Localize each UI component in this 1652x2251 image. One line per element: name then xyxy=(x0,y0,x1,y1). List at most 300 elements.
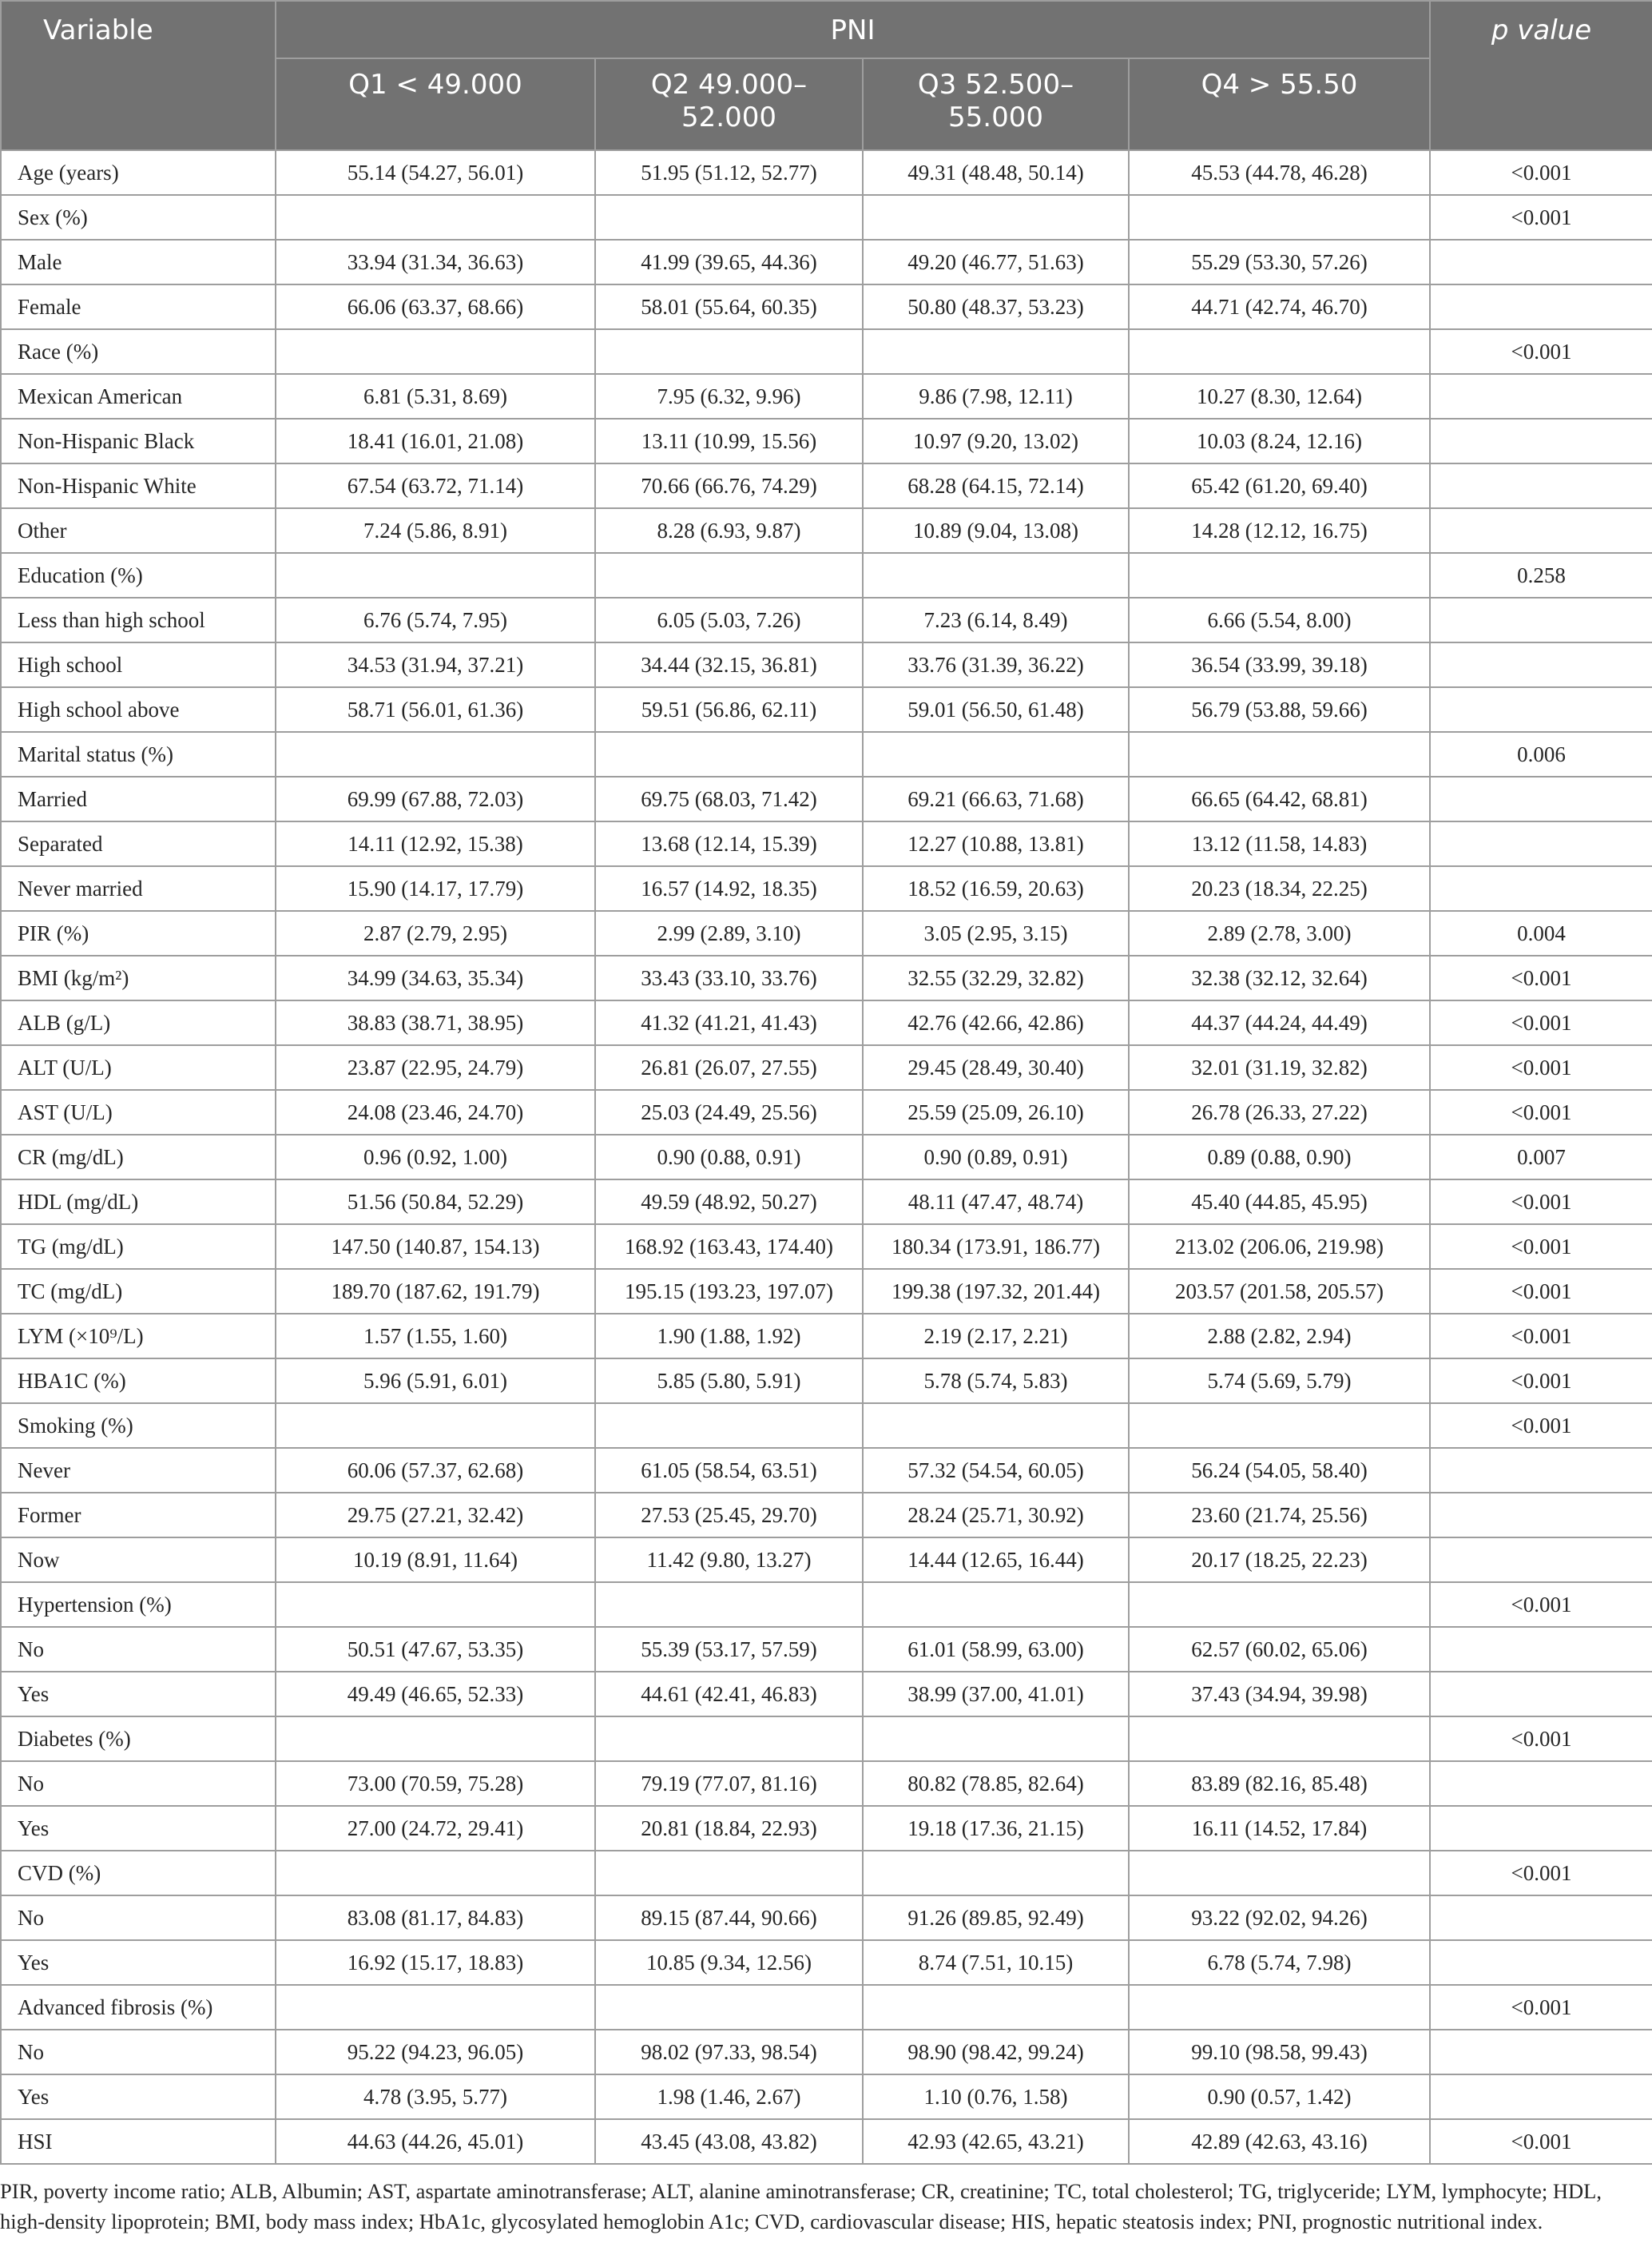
q1-cell: 2.87 (2.79, 2.95) xyxy=(276,911,595,956)
p-value-cell xyxy=(1430,777,1652,821)
variable-cell: Non-Hispanic Black xyxy=(1,419,276,463)
q2-cell: 16.57 (14.92, 18.35) xyxy=(595,866,863,911)
q3-cell: 0.90 (0.89, 0.91) xyxy=(863,1135,1129,1179)
q2-cell: 13.11 (10.99, 15.56) xyxy=(595,419,863,463)
q2-cell: 2.99 (2.89, 3.10) xyxy=(595,911,863,956)
q2-cell: 89.15 (87.44, 90.66) xyxy=(595,1895,863,1940)
q3-cell: 25.59 (25.09, 26.10) xyxy=(863,1090,1129,1135)
variable-cell: Hypertension (%) xyxy=(1,1582,276,1627)
q1-cell xyxy=(276,1403,595,1448)
p-value-column-header xyxy=(1430,1,1652,150)
table-row xyxy=(1,777,1652,821)
q4-cell: 56.24 (54.05, 58.40) xyxy=(1129,1448,1430,1493)
p-value-cell: <0.001 xyxy=(1430,1314,1652,1358)
p-value-cell xyxy=(1430,374,1652,419)
table-row xyxy=(1,284,1652,329)
q3-cell: 91.26 (89.85, 92.49) xyxy=(863,1895,1129,1940)
variable-cell: TC (mg/dL) xyxy=(1,1269,276,1314)
q2-cell: 70.66 (66.76, 74.29) xyxy=(595,463,863,508)
q4-cell: 66.65 (64.42, 68.81) xyxy=(1129,777,1430,821)
p-value-cell xyxy=(1430,240,1652,284)
q2-cell: 8.28 (6.93, 9.87) xyxy=(595,508,863,553)
table-row xyxy=(1,1448,1652,1493)
variable-cell: Advanced fibrosis (%) xyxy=(1,1985,276,2030)
q1-cell: 10.19 (8.91, 11.64) xyxy=(276,1537,595,1582)
q4-cell: 23.60 (21.74, 25.56) xyxy=(1129,1493,1430,1537)
q3-cell: 59.01 (56.50, 61.48) xyxy=(863,687,1129,732)
q3-cell: 69.21 (66.63, 71.68) xyxy=(863,777,1129,821)
q3-cell: 14.44 (12.65, 16.44) xyxy=(863,1537,1129,1582)
q4-cell: 20.17 (18.25, 22.23) xyxy=(1129,1537,1430,1582)
q3-cell: 12.27 (10.88, 13.81) xyxy=(863,821,1129,866)
q4-cell: 5.74 (5.69, 5.79) xyxy=(1129,1358,1430,1403)
q4-cell xyxy=(1129,1716,1430,1761)
q2-cell: 168.92 (163.43, 174.40) xyxy=(595,1224,863,1269)
p-value-cell: <0.001 xyxy=(1430,1851,1652,1895)
p-value-cell: 0.004 xyxy=(1430,911,1652,956)
q2-cell xyxy=(595,329,863,374)
variable-cell: No xyxy=(1,2030,276,2074)
q2-cell: 1.90 (1.88, 1.92) xyxy=(595,1314,863,1358)
table-body xyxy=(1,150,1652,2164)
q1-cell: 34.99 (34.63, 35.34) xyxy=(276,956,595,1000)
q3-cell xyxy=(863,329,1129,374)
variable-cell: HBA1C (%) xyxy=(1,1358,276,1403)
p-value-cell xyxy=(1430,687,1652,732)
q3-cell: 7.23 (6.14, 8.49) xyxy=(863,598,1129,642)
q2-cell xyxy=(595,195,863,240)
variable-cell: Less than high school xyxy=(1,598,276,642)
p-value-cell xyxy=(1430,508,1652,553)
q1-cell: 38.83 (38.71, 38.95) xyxy=(276,1000,595,1045)
p-value-cell: <0.001 xyxy=(1430,1358,1652,1403)
q4-cell xyxy=(1129,329,1430,374)
table-row xyxy=(1,240,1652,284)
q1-cell xyxy=(276,1985,595,2030)
q3-cell: 3.05 (2.95, 3.15) xyxy=(863,911,1129,956)
q3-cell: 42.93 (42.65, 43.21) xyxy=(863,2119,1129,2164)
q3-cell: 50.80 (48.37, 53.23) xyxy=(863,284,1129,329)
q2-cell xyxy=(595,1851,863,1895)
p-value-cell xyxy=(1430,2030,1652,2074)
variable-cell: Race (%) xyxy=(1,329,276,374)
q4-cell: 32.01 (31.19, 32.82) xyxy=(1129,1045,1430,1090)
q3-cell: 68.28 (64.15, 72.14) xyxy=(863,463,1129,508)
table-row xyxy=(1,374,1652,419)
table-row xyxy=(1,1940,1652,1985)
q3-cell: 180.34 (173.91, 186.77) xyxy=(863,1224,1129,1269)
q3-cell: 1.10 (0.76, 1.58) xyxy=(863,2074,1129,2119)
q2-cell: 7.95 (6.32, 9.96) xyxy=(595,374,863,419)
table-row xyxy=(1,1179,1652,1224)
p-value-cell: <0.001 xyxy=(1430,1179,1652,1224)
q3-cell xyxy=(863,195,1129,240)
p-value-cell xyxy=(1430,2074,1652,2119)
q1-cell: 0.96 (0.92, 1.00) xyxy=(276,1135,595,1179)
q2-cell: 20.81 (18.84, 22.93) xyxy=(595,1806,863,1851)
p-value-cell: <0.001 xyxy=(1430,1000,1652,1045)
table-row xyxy=(1,1582,1652,1627)
table-row xyxy=(1,419,1652,463)
q4-cell xyxy=(1129,195,1430,240)
table-row xyxy=(1,1358,1652,1403)
q1-cell xyxy=(276,553,595,598)
q1-cell: 24.08 (23.46, 24.70) xyxy=(276,1090,595,1135)
p-value-cell: <0.001 xyxy=(1430,2119,1652,2164)
p-value-cell: <0.001 xyxy=(1430,150,1652,195)
p-value-cell xyxy=(1430,821,1652,866)
q2-cell: 79.19 (77.07, 81.16) xyxy=(595,1761,863,1806)
q1-cell: 15.90 (14.17, 17.79) xyxy=(276,866,595,911)
table-row xyxy=(1,1716,1652,1761)
q3-cell: 33.76 (31.39, 36.22) xyxy=(863,642,1129,687)
q4-cell xyxy=(1129,553,1430,598)
variable-cell: No xyxy=(1,1761,276,1806)
q1-cell: 44.63 (44.26, 45.01) xyxy=(276,2119,595,2164)
q3-cell: 38.99 (37.00, 41.01) xyxy=(863,1672,1129,1716)
q4-cell: 45.53 (44.78, 46.28) xyxy=(1129,150,1430,195)
q3-cell: 29.45 (28.49, 30.40) xyxy=(863,1045,1129,1090)
q4-cell: 26.78 (26.33, 27.22) xyxy=(1129,1090,1430,1135)
table-row xyxy=(1,2074,1652,2119)
q2-cell: 10.85 (9.34, 12.56) xyxy=(595,1940,863,1985)
p-value-cell: 0.007 xyxy=(1430,1135,1652,1179)
q4-cell: 37.43 (34.94, 39.98) xyxy=(1129,1672,1430,1716)
q1-cell: 58.71 (56.01, 61.36) xyxy=(276,687,595,732)
table-row xyxy=(1,1806,1652,1851)
q1-cell: 67.54 (63.72, 71.14) xyxy=(276,463,595,508)
variable-cell: Yes xyxy=(1,1672,276,1716)
table-row xyxy=(1,508,1652,553)
variable-cell: Never xyxy=(1,1448,276,1493)
table-row xyxy=(1,732,1652,777)
q3-cell xyxy=(863,553,1129,598)
q4-cell: 213.02 (206.06, 219.98) xyxy=(1129,1224,1430,1269)
table-row xyxy=(1,1090,1652,1135)
p-value-cell: <0.001 xyxy=(1430,1090,1652,1135)
q2-cell: 27.53 (25.45, 29.70) xyxy=(595,1493,863,1537)
q1-cell: 60.06 (57.37, 62.68) xyxy=(276,1448,595,1493)
q1-cell: 18.41 (16.01, 21.08) xyxy=(276,419,595,463)
table-row xyxy=(1,687,1652,732)
q2-cell: 6.05 (5.03, 7.26) xyxy=(595,598,863,642)
variable-cell: Other xyxy=(1,508,276,553)
variable-cell: High school xyxy=(1,642,276,687)
q4-cell xyxy=(1129,1985,1430,2030)
p-value-cell xyxy=(1430,1761,1652,1806)
q3-cell xyxy=(863,1851,1129,1895)
table-row xyxy=(1,1135,1652,1179)
table-row xyxy=(1,1851,1652,1895)
q1-cell: 66.06 (63.37, 68.66) xyxy=(276,284,595,329)
q2-cell: 1.98 (1.46, 2.67) xyxy=(595,2074,863,2119)
q3-cell xyxy=(863,1716,1129,1761)
q1-cell: 51.56 (50.84, 52.29) xyxy=(276,1179,595,1224)
q1-cell: 34.53 (31.94, 37.21) xyxy=(276,642,595,687)
table-header xyxy=(1,1,1652,150)
q2-cell: 49.59 (48.92, 50.27) xyxy=(595,1179,863,1224)
q2-cell: 41.99 (39.65, 44.36) xyxy=(595,240,863,284)
variable-cell: Yes xyxy=(1,2074,276,2119)
variable-cell: CR (mg/dL) xyxy=(1,1135,276,1179)
table-row xyxy=(1,1537,1652,1582)
table-row xyxy=(1,1224,1652,1269)
q3-cell: 48.11 (47.47, 48.74) xyxy=(863,1179,1129,1224)
table-row xyxy=(1,329,1652,374)
variable-cell: Smoking (%) xyxy=(1,1403,276,1448)
variable-column-header: Variable xyxy=(1,1,276,150)
q4-cell: 36.54 (33.99, 39.18) xyxy=(1129,642,1430,687)
p-value-cell xyxy=(1430,598,1652,642)
p-value-cell: <0.001 xyxy=(1430,1582,1652,1627)
p-value-cell: <0.001 xyxy=(1430,195,1652,240)
p-value-cell: 0.006 xyxy=(1430,732,1652,777)
q1-cell xyxy=(276,732,595,777)
q2-column-header: Q2 49.000–52.000 xyxy=(595,58,863,150)
p-value-cell xyxy=(1430,866,1652,911)
p-value-cell xyxy=(1430,284,1652,329)
table-row xyxy=(1,150,1652,195)
q2-cell: 98.02 (97.33, 98.54) xyxy=(595,2030,863,2074)
q4-cell: 65.42 (61.20, 69.40) xyxy=(1129,463,1430,508)
q1-cell: 4.78 (3.95, 5.77) xyxy=(276,2074,595,2119)
q4-cell: 13.12 (11.58, 14.83) xyxy=(1129,821,1430,866)
q3-cell: 9.86 (7.98, 12.11) xyxy=(863,374,1129,419)
q4-cell: 0.90 (0.57, 1.42) xyxy=(1129,2074,1430,2119)
q1-cell: 50.51 (47.67, 53.35) xyxy=(276,1627,595,1672)
p-value-cell xyxy=(1430,1493,1652,1537)
table-row xyxy=(1,1403,1652,1448)
table-row xyxy=(1,1895,1652,1940)
p-value-cell xyxy=(1430,463,1652,508)
q4-cell: 2.88 (2.82, 2.94) xyxy=(1129,1314,1430,1358)
table-row xyxy=(1,1045,1652,1090)
table-row xyxy=(1,1000,1652,1045)
q2-cell: 51.95 (51.12, 52.77) xyxy=(595,150,863,195)
table-row xyxy=(1,821,1652,866)
q2-cell xyxy=(595,553,863,598)
q3-cell: 32.55 (32.29, 32.82) xyxy=(863,956,1129,1000)
q1-cell: 83.08 (81.17, 84.83) xyxy=(276,1895,595,1940)
table-row xyxy=(1,1314,1652,1358)
variable-cell: Never married xyxy=(1,866,276,911)
p-value-cell: <0.001 xyxy=(1430,1985,1652,2030)
p-value-cell xyxy=(1430,1940,1652,1985)
q1-column-header: Q1 < 49.000 xyxy=(276,58,595,150)
q4-cell: 42.89 (42.63, 43.16) xyxy=(1129,2119,1430,2164)
table-footnote: PIR, poverty income ratio; ALB, Albumin; AST, aspartate aminotransferase; ALT, alanine aminotransferase; CR, creatinine; TC, total cholesterol; TG, triglyceride; LYM, lymphocyte; HDL, high-density lipoprotein; BMI, body mass index; HbA1c, glycosylated hemoglobin A1c; CVD, cardiovascular disease; HIS, hepatic steatosis index; PNI, prognostic nutritional index. xyxy=(0,2179,1602,2233)
variable-cell: HDL (mg/dL) xyxy=(1,1179,276,1224)
variable-cell: CVD (%) xyxy=(1,1851,276,1895)
q1-cell: 27.00 (24.72, 29.41) xyxy=(276,1806,595,1851)
table-row xyxy=(1,1985,1652,2030)
q3-cell: 5.78 (5.74, 5.83) xyxy=(863,1358,1129,1403)
variable-cell: TG (mg/dL) xyxy=(1,1224,276,1269)
q1-cell: 73.00 (70.59, 75.28) xyxy=(276,1761,595,1806)
variable-cell: High school above xyxy=(1,687,276,732)
q4-cell: 10.03 (8.24, 12.16) xyxy=(1129,419,1430,463)
q4-column-header: Q4 > 55.50 xyxy=(1129,58,1430,150)
q1-cell: 7.24 (5.86, 8.91) xyxy=(276,508,595,553)
q3-cell: 10.97 (9.20, 13.02) xyxy=(863,419,1129,463)
variable-cell: Marital status (%) xyxy=(1,732,276,777)
q2-cell xyxy=(595,732,863,777)
q3-cell xyxy=(863,1403,1129,1448)
variable-cell: Sex (%) xyxy=(1,195,276,240)
q4-cell: 44.37 (44.24, 44.49) xyxy=(1129,1000,1430,1045)
q4-cell xyxy=(1129,1582,1430,1627)
q3-column-header: Q3 52.500–55.000 xyxy=(863,58,1129,150)
q3-cell: 98.90 (98.42, 99.24) xyxy=(863,2030,1129,2074)
q4-cell xyxy=(1129,1851,1430,1895)
q3-cell xyxy=(863,732,1129,777)
variable-cell: Yes xyxy=(1,1940,276,1985)
variable-cell: Diabetes (%) xyxy=(1,1716,276,1761)
q3-cell: 8.74 (7.51, 10.15) xyxy=(863,1940,1129,1985)
p-value-cell: <0.001 xyxy=(1430,329,1652,374)
q3-cell: 19.18 (17.36, 21.15) xyxy=(863,1806,1129,1851)
table-row xyxy=(1,911,1652,956)
q4-cell: 62.57 (60.02, 65.06) xyxy=(1129,1627,1430,1672)
q4-cell xyxy=(1129,1403,1430,1448)
q3-cell: 10.89 (9.04, 13.08) xyxy=(863,508,1129,553)
variable-cell: ALT (U/L) xyxy=(1,1045,276,1090)
pni-group-header: PNI xyxy=(276,1,1430,58)
p-value-cell xyxy=(1430,1806,1652,1851)
p-value-header-text: p value xyxy=(1491,14,1592,46)
q4-cell: 93.22 (92.02, 94.26) xyxy=(1129,1895,1430,1940)
q1-cell: 1.57 (1.55, 1.60) xyxy=(276,1314,595,1358)
variable-cell: No xyxy=(1,1895,276,1940)
variable-cell: Education (%) xyxy=(1,553,276,598)
q1-cell: 5.96 (5.91, 6.01) xyxy=(276,1358,595,1403)
q4-cell: 99.10 (98.58, 99.43) xyxy=(1129,2030,1430,2074)
q3-cell: 2.19 (2.17, 2.21) xyxy=(863,1314,1129,1358)
variable-cell: Now xyxy=(1,1537,276,1582)
p-value-cell xyxy=(1430,1537,1652,1582)
q4-cell xyxy=(1129,732,1430,777)
variable-cell: No xyxy=(1,1627,276,1672)
q3-cell xyxy=(863,1985,1129,2030)
q1-cell: 69.99 (67.88, 72.03) xyxy=(276,777,595,821)
q2-cell: 5.85 (5.80, 5.91) xyxy=(595,1358,863,1403)
q4-cell: 6.78 (5.74, 7.98) xyxy=(1129,1940,1430,1985)
table-row xyxy=(1,2030,1652,2074)
q2-cell: 43.45 (43.08, 43.82) xyxy=(595,2119,863,2164)
q2-cell xyxy=(595,1582,863,1627)
q1-cell xyxy=(276,1582,595,1627)
q1-cell: 16.92 (15.17, 18.83) xyxy=(276,1940,595,1985)
q1-cell: 147.50 (140.87, 154.13) xyxy=(276,1224,595,1269)
q4-cell: 14.28 (12.12, 16.75) xyxy=(1129,508,1430,553)
table-row xyxy=(1,1493,1652,1537)
q4-cell: 44.71 (42.74, 46.70) xyxy=(1129,284,1430,329)
q3-cell xyxy=(863,1582,1129,1627)
q2-cell: 11.42 (9.80, 13.27) xyxy=(595,1537,863,1582)
variable-cell: PIR (%) xyxy=(1,911,276,956)
q1-cell: 6.81 (5.31, 8.69) xyxy=(276,374,595,419)
p-value-cell xyxy=(1430,1448,1652,1493)
q1-cell xyxy=(276,195,595,240)
table-row xyxy=(1,553,1652,598)
p-value-cell xyxy=(1430,419,1652,463)
table-row xyxy=(1,642,1652,687)
table-row xyxy=(1,1761,1652,1806)
p-value-cell: 0.258 xyxy=(1430,553,1652,598)
q2-cell xyxy=(595,1716,863,1761)
p-value-cell: <0.001 xyxy=(1430,1403,1652,1448)
q1-cell: 23.87 (22.95, 24.79) xyxy=(276,1045,595,1090)
variable-cell: ALB (g/L) xyxy=(1,1000,276,1045)
variable-cell: Female xyxy=(1,284,276,329)
q4-cell: 10.27 (8.30, 12.64) xyxy=(1129,374,1430,419)
variable-cell: Married xyxy=(1,777,276,821)
q2-cell: 195.15 (193.23, 197.07) xyxy=(595,1269,863,1314)
variable-cell: HSI xyxy=(1,2119,276,2164)
q2-cell: 0.90 (0.88, 0.91) xyxy=(595,1135,863,1179)
q4-cell: 20.23 (18.34, 22.25) xyxy=(1129,866,1430,911)
q2-cell: 69.75 (68.03, 71.42) xyxy=(595,777,863,821)
q2-cell: 44.61 (42.41, 46.83) xyxy=(595,1672,863,1716)
q2-cell: 25.03 (24.49, 25.56) xyxy=(595,1090,863,1135)
variable-cell: AST (U/L) xyxy=(1,1090,276,1135)
variable-cell: BMI (kg/m²) xyxy=(1,956,276,1000)
q1-cell: 14.11 (12.92, 15.38) xyxy=(276,821,595,866)
q3-cell: 57.32 (54.54, 60.05) xyxy=(863,1448,1129,1493)
q4-cell: 32.38 (32.12, 32.64) xyxy=(1129,956,1430,1000)
table-row xyxy=(1,1627,1652,1672)
p-value-cell xyxy=(1430,1895,1652,1940)
q4-cell: 2.89 (2.78, 3.00) xyxy=(1129,911,1430,956)
table-row xyxy=(1,1672,1652,1716)
q4-cell: 56.79 (53.88, 59.66) xyxy=(1129,687,1430,732)
q2-cell xyxy=(595,1985,863,2030)
q2-cell: 41.32 (41.21, 41.43) xyxy=(595,1000,863,1045)
q4-cell: 55.29 (53.30, 57.26) xyxy=(1129,240,1430,284)
q1-cell: 33.94 (31.34, 36.63) xyxy=(276,240,595,284)
q2-cell: 55.39 (53.17, 57.59) xyxy=(595,1627,863,1672)
table-row xyxy=(1,2119,1652,2164)
p-value-cell xyxy=(1430,642,1652,687)
variable-cell: LYM (×10⁹/L) xyxy=(1,1314,276,1358)
p-value-cell: <0.001 xyxy=(1430,1224,1652,1269)
p-value-cell xyxy=(1430,1627,1652,1672)
q2-cell: 59.51 (56.86, 62.11) xyxy=(595,687,863,732)
q3-cell: 80.82 (78.85, 82.64) xyxy=(863,1761,1129,1806)
table-row xyxy=(1,598,1652,642)
q2-cell: 61.05 (58.54, 63.51) xyxy=(595,1448,863,1493)
q1-cell xyxy=(276,1851,595,1895)
q1-cell: 55.14 (54.27, 56.01) xyxy=(276,150,595,195)
p-value-cell: <0.001 xyxy=(1430,956,1652,1000)
table-row xyxy=(1,1269,1652,1314)
q3-cell: 49.31 (48.48, 50.14) xyxy=(863,150,1129,195)
q1-cell: 49.49 (46.65, 52.33) xyxy=(276,1672,595,1716)
q2-cell: 34.44 (32.15, 36.81) xyxy=(595,642,863,687)
q4-cell: 16.11 (14.52, 17.84) xyxy=(1129,1806,1430,1851)
p-value-cell: <0.001 xyxy=(1430,1045,1652,1090)
q4-cell: 203.57 (201.58, 205.57) xyxy=(1129,1269,1430,1314)
q1-cell: 6.76 (5.74, 7.95) xyxy=(276,598,595,642)
q4-cell: 45.40 (44.85, 45.95) xyxy=(1129,1179,1430,1224)
q2-cell: 33.43 (33.10, 33.76) xyxy=(595,956,863,1000)
q2-cell: 13.68 (12.14, 15.39) xyxy=(595,821,863,866)
q1-cell: 95.22 (94.23, 96.05) xyxy=(276,2030,595,2074)
variable-cell: Non-Hispanic White xyxy=(1,463,276,508)
q1-cell: 29.75 (27.21, 32.42) xyxy=(276,1493,595,1537)
q3-cell: 61.01 (58.99, 63.00) xyxy=(863,1627,1129,1672)
p-value-cell: <0.001 xyxy=(1430,1716,1652,1761)
